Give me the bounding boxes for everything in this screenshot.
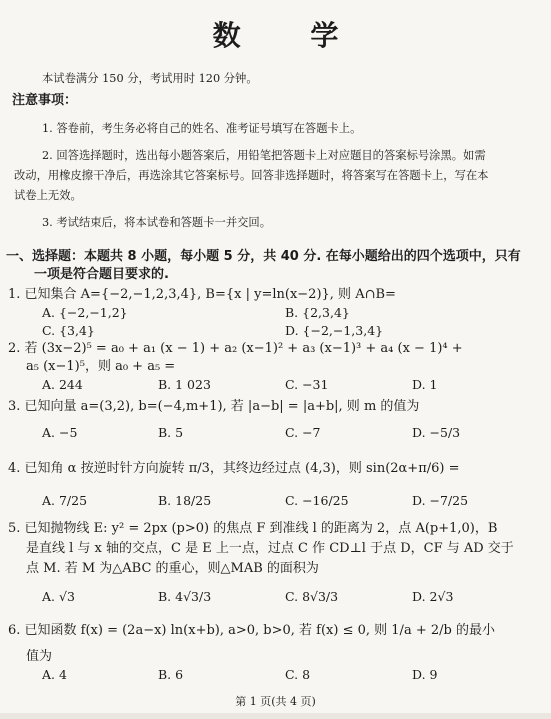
q3-option-c: C. −7 (285, 425, 321, 440)
notice-heading: 注意事项： (12, 93, 78, 108)
q6-option-d: D. 9 (412, 667, 438, 682)
q1-option-b: B. {2,3,4} (285, 305, 350, 320)
q1-option-c: C. {3,4} (42, 323, 95, 338)
question-5-stem-2: 是直线 l 与 x 轴的交点，C 是 E 上一点，过点 C 作 CD⊥l 于点 D，CF 与 AD 交于 (26, 541, 514, 556)
question-1-stem: 1. 已知集合 A={−2,−1,2,3,4}, B={x | y=ln(x−2)}, 则 A∩B= (8, 287, 396, 302)
page-title: 数 学 (212, 19, 369, 52)
q3-option-d: D. −5/3 (412, 425, 461, 440)
q2-option-a: A. 244 (42, 377, 83, 392)
q4-option-b: B. 18/25 (158, 493, 212, 508)
notice-item-2c: 试卷上无效。 (14, 189, 82, 202)
question-6-stem-2: 值为 (26, 649, 53, 664)
q6-option-b: B. 6 (158, 667, 184, 682)
q1-option-a: A. {−2,−1,2} (42, 305, 128, 320)
q6-option-c: C. 8 (285, 667, 311, 682)
q4-option-d: D. −7/25 (412, 493, 469, 508)
section-heading-line1: 一、选择题：本题共 8 小题，每小题 5 分，共 40 分. 在每小题给出的四个选项中，只有 (6, 249, 521, 264)
question-5-stem-3: 点 M. 若 M 为△ABC 的重心，则△MAB 的面积为 (26, 561, 319, 576)
q5-option-a: A. √3 (42, 589, 75, 604)
question-2-stem-1: 2. 若 (3x−2)⁵ = a₀ + a₁ (x − 1) + a₂ (x−1)² + a₃ (x−1)³ + a₄ (x − 1)⁴ + (8, 341, 463, 356)
q2-option-d: D. 1 (412, 377, 438, 392)
notice-item-2b: 改动，用橡皮擦干净后，再选涂其它答案标号。回答非选择题时，将答案写在答题卡上，写在本 (14, 169, 489, 182)
section-heading-line2: 一项是符合题目要求的. (34, 267, 169, 282)
notice-item-3: 3. 考试结束后，将本试卷和答题卡一并交回。 (42, 216, 272, 229)
q2-option-c: C. −31 (285, 377, 329, 392)
intro-text: 本试卷满分 150 分，考试用时 120 分钟。 (42, 72, 258, 85)
q3-option-a: A. −5 (42, 425, 78, 440)
q5-option-d: D. 2√3 (412, 589, 454, 604)
q4-option-a: A. 7/25 (42, 493, 88, 508)
question-6-stem-1: 6. 已知函数 f(x) = (2a−x) ln(x+b), a>0, b>0, 若 f(x) ≤ 0, 则 1/a + 2/b 的最小 (8, 623, 495, 638)
q2-option-b: B. 1 023 (158, 377, 211, 392)
q4-option-c: C. −16/25 (285, 493, 349, 508)
question-3-stem: 3. 已知向量 a=(3,2), b=(−4,m+1), 若 |a−b| = |a+b|, 则 m 的值为 (8, 399, 420, 414)
q6-option-a: A. 4 (42, 667, 67, 682)
q5-option-c: C. 8√3/3 (285, 589, 339, 604)
bottom-shade (0, 713, 551, 719)
question-5-stem-1: 5. 已知抛物线 E: y² = 2px (p>0) 的焦点 F 到准线 l 的距离为 2，点 A(p+1,0)，B (8, 521, 498, 536)
notice-item-2a: 2. 回答选择题时，选出每小题答案后，用铅笔把答题卡上对应题目的答案标号涂黑。如需 (42, 149, 486, 162)
notice-item-1: 1. 答卷前，考生务必将自己的姓名、准考证号填写在答题卡上。 (42, 122, 362, 135)
q5-option-b: B. 4√3/3 (158, 589, 212, 604)
question-4-stem: 4. 已知角 α 按逆时针方向旋转 π/3，其终边经过点 (4,3)，则 sin(2α+π/6) = (8, 461, 460, 476)
question-2-stem-2: a₅ (x−1)⁵，则 a₀ + a₅ = (26, 359, 176, 374)
q1-option-d: D. {−2,−1,3,4} (285, 323, 384, 338)
q3-option-b: B. 5 (158, 425, 184, 440)
page-footer: 第 1 页(共 4 页) (235, 695, 316, 708)
